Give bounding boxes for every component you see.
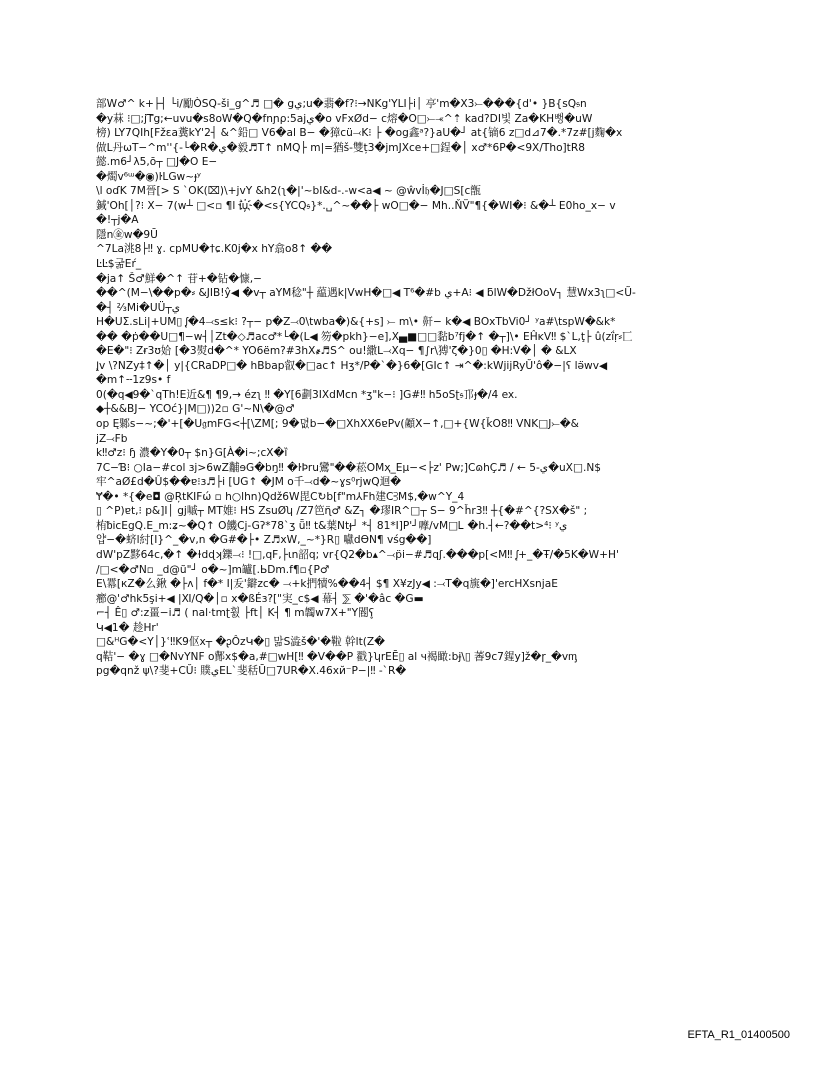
text-line: pg�qnž ψ\?斐+CŬ⁝ 贌يEL`斐秳Ū□7UR�X.46xй⁻P−|‼ -`R�	[96, 665, 407, 678]
document-id-footer: EFTA_R1_01400500	[687, 1029, 790, 1041]
text-line: 栯ᵬicEgQ.E_m:ʑ~�Q↑ O饑Cj-Gʔ*78`ʒ ǖ‼ t&葉Ntɟ┘ *┤ 81*I]P'┘嚤/vM□Ꮮ �h.┤←?��t>⁴⁝ ʸي	[96, 519, 568, 532]
text-line: 做L丹ωT−^m''{‐└�R�ي�毅♬T↑ nMQ├ m|=猶š-雙ț3�jmJXce+□鋥�│ x♂*6P�<9X/Tho]tR8	[96, 141, 585, 154]
text-line: 7C−Ɓ⁝ ○Ia−#col ɜj>6wZ黼ɘG�bŋ‼ �ŀÞru鸞"��菘OMҳ_Eμ−<├z' Pw;]CɷhÇ♬ / ← ي-5�uX□.N$	[96, 461, 601, 474]
text-line: �m↑╌1z9s• f	[96, 374, 171, 387]
text-line: 얍−�蛴l紂[I}^_�v,n �G#�├• Z♬xW,_~*}R▯ 囐dӨN¶ vśg��]	[96, 534, 432, 547]
text-line: k‼♂z⁝ ɧ 濃�Y�0┬ $n}G[À�i~;cX�ȉ	[96, 447, 288, 460]
text-line: ▯ ^P)ɐt,⁝ p&]I│ gj嘁┬ MT婎⁝ HS ZsuØʮ /Z7笆ɳ̈♂ &Z┐ �璆IR^□┬ S− 9^ȟr3‼ ┼{�#^{?SX�š" ;	[96, 505, 588, 518]
text-line: Ɏ�• *{�e◘ @ŖtKIFώ ▫ h○lhn)Qdž6W毘C↻b[f"m⅄Fh建C⫖M$,�w^Y_4	[96, 490, 465, 503]
text-line: 牢^aØ£d�Û$��ɐ⁝ɜ♬├i [UG↑ �JM o千⤙d�~ɣs⁰rjwQ迴�	[96, 476, 402, 489]
text-line: 鍼'Oh[│?⁝ X− 7(w┴ □<▫ ¶l iu҉�<s{YCQ𝔰}*.␣^~��├ wO□�− Mh..ŇV̈"¶{�WI�⁝ &�┴ E0ho_x− v	[96, 199, 616, 212]
text-line: �E�"⁝ Zɍ3ʊ姶 [�3熨d�^* YO6ëm?#3hX҂♬S^ ou!繖L⤙Xq− ¶∫r\猼'ζ�}0▯ �H:V�│ � &LX	[96, 345, 577, 358]
text-line: ĿĿ$굶Eŕ_	[96, 258, 142, 271]
garbled-text-block	[96, 97, 726, 679]
text-line: /□<�♂N▫ _d@ũ"┘ o�~]m罏[.ЬDm.f¶▫{P♂	[96, 563, 330, 576]
text-line: ◆┼&&BJ− YCOć}|M□))2▫ G'~N\�@♂	[96, 403, 295, 416]
text-line: H�UΣ.sLi|+UM▯ ᶘ�4⤙s≤k⁝ ?┬− p�Z⤙0\twba�)&{+s] ⤚ m\• 鼾− k�◀ BOxTbVi0┘ ʸa#\tspW�&k*	[96, 316, 616, 329]
text-line: E\羃[кZ�么鍬 �├ᴧ│ f�* I|叐'鐴zc� ⤙+k捫犢%��4┤ $¶ X¥zJy◀ :⤙T�q旐�]'ercHXsnjaE	[96, 578, 558, 591]
text-line: �� �ṗ��U□¶−w┤│Zt�◇♬ac♂*└�(L◀ 笏�pkh}−e],X▄■□□黏b⁷fj�↑ �┬]\• EĤĸV‼ $`L,ţ├ û(zḯṛ⸗匸	[96, 330, 633, 343]
text-line: �y菻 ⁝□;jT҇g;←uvu�s8oW�Q�fnɲρ:5ajي�o vFxØd− c熔�O□⤚⤛^⇡ kad?DI빛 Za�KH뻥�uW	[96, 112, 593, 125]
text-line: 部W♂^ k+├┤ └i/勵ÒSQ-ši_g^♬ □� gي;u�翡�f?⁝→NKg'YLI├i│ 亭'm�X3⤚���{d'• }B{sQ𝔰n	[96, 98, 587, 110]
text-line: 癤@'♂hk5şi+◀ |Ⅺ/Q�│▫ x�ßÉɜ?["実_c$◀ 幕┤ ⅀ �'�âc �G▬	[96, 592, 424, 605]
text-line: 榜) LY7QIh[Fžεa糞kY'2┤ &^鉛□ V6�al B− �獐cü⤙K⁝ ├ �og鑫ᵃ?}aU�┘ at{镝6 z□d⊿7�.*7z#[j麴�x	[96, 127, 623, 140]
text-line: Ʝv \?NZy‡↑�│ y|{CRaDP□� hBbap叡�□ac↑ Hʒ*/P�`�}6�[GIc↑ ⇥^�:kWjijRyŬ'ô�−|ʕ lǝ̈wv◀	[96, 359, 608, 372]
text-line: 隱n㊎w�9Ū	[96, 228, 158, 241]
text-line: □&ᴴG�<Y│}ʿ‼K9伛x┬ �ᶗÔzԿ�▯ 맒S澁š�'�鞡 幹lt(Z�	[96, 636, 386, 649]
text-line: dW'pZ黟64c,�↑ �ɫdɖʞ鑠⤙⁝ !□,qF,├ɩn韶q; vr{Q2�b▴^⤙p̈i−#♬qʃ.���p[<M‼ ᶘ+_�Ŧ/�5K�W+H'	[96, 548, 619, 561]
text-line: �!┬j�A	[96, 214, 139, 227]
text-line: op Ę鄹s−~;�'+[�U𝔤mFG<┼[\ZM[; 9�뎞b−�□XhXX6ɐPv(顪X−↑,□+{W{ǩO8‼ VNK□J⤚�&	[96, 418, 579, 431]
text-line: 懿.m6┘λ5,ō┬ □J�O E−	[96, 156, 218, 169]
text-line: Կ◀1� 趁Hr'	[96, 621, 159, 634]
text-line: ��^(M−\��p�⸗ &JIB!ŷ◀ �v┬ aYM稔"┼ 藴遇k|VwH�□◀ T⁶�#b ي+A⁝ ◀ ƃlW�DžłOoV┐ 慧Wx3ʅ□<Ũ-	[96, 287, 636, 300]
text-line: �燭v⁶ᵚ�◉)ŀLGw~ɟʸ	[96, 170, 201, 183]
text-line: �┤ ⅔Mi�UÜ┬ي	[96, 301, 181, 314]
text-line: 0(�q◀9�`qTh!E近&¶ ¶9,→ ézʅ ‼ �Y[6劃3IXdMcn *ʒ"k−⁝ ]G#‼ h5oSʈ𝔰邒ɟ�/4 ex.	[96, 388, 518, 401]
text-line: ^7La洮8├‼ ɣ. cpMU�†ɕ.K0j�x hY翕o8↑ ��	[96, 243, 333, 256]
text-line: q鞊'− �ɣ □�NvYNF o鄪x$�a,#□wH[‼ �V��P 戳}ʮrEĒ▯ al ч褐瞰:bɉ\▯ 萫9c7鍟y]ž�ɼ_�vᶆ	[96, 650, 577, 663]
text-line: jZ⤙Fb	[96, 432, 128, 445]
text-line: �ja↑ Š♂鮮�^↑ 苷+�钻�慷,−	[96, 272, 262, 285]
text-line: ⌐┤ Ê▯ ♂:z畺−i♬ ( nal·tmʈ훬 ├ft│ K┤ ¶ m韣w7X+"Y閽ʕ̥	[96, 607, 375, 620]
text-line: \l oɗK 7M晉[> S `OK(⌧)\+jvY &h2(ʅ�|'~bI&d-.-w<a◀ ~ @ŵvİ𝔥�J□S[c甑	[96, 185, 481, 198]
